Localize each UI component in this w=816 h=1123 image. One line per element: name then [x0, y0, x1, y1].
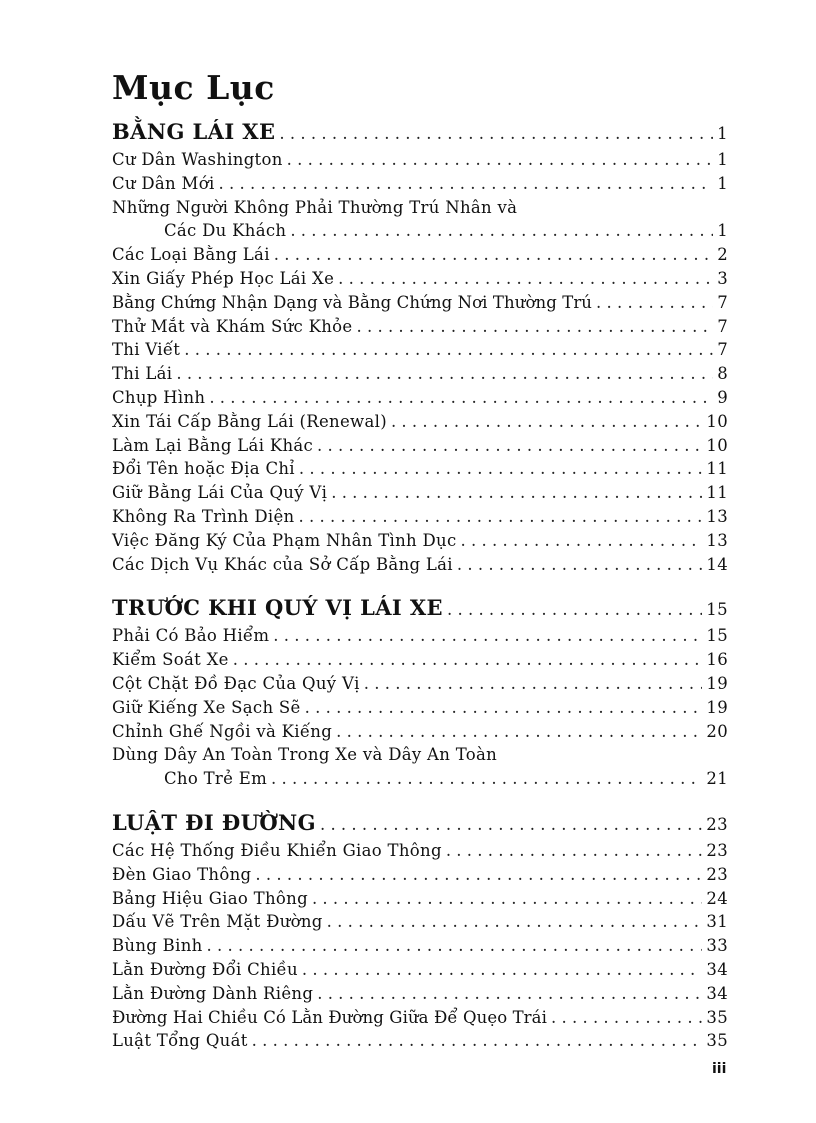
entry-label: Chỉnh Ghế Ngồi và Kiếng	[112, 721, 333, 741]
entry-label: Cư Dân Mới	[112, 173, 215, 193]
page-number: 15	[706, 600, 728, 620]
dot-leader	[317, 982, 702, 1006]
entry-label: Lằn Đường Dành Riêng	[112, 983, 314, 1003]
entry-label: Các Dịch Vụ Khác của Sở Cấp Bằng Lái	[112, 554, 453, 574]
toc-entry[interactable]	[112, 839, 728, 863]
toc-entry[interactable]	[112, 767, 728, 791]
entry-label: Chụp Hình	[112, 387, 206, 407]
page-number: 35	[706, 1007, 728, 1027]
dot-leader	[336, 720, 702, 744]
toc-entry[interactable]	[112, 457, 728, 481]
dot-leader	[302, 958, 702, 982]
section-heading-row[interactable]	[112, 594, 728, 624]
toc-entry[interactable]	[112, 720, 728, 744]
toc-entry[interactable]	[112, 481, 728, 505]
toc-entry[interactable]	[112, 934, 728, 958]
toc-entry[interactable]	[112, 172, 728, 196]
page-number: 1	[717, 124, 728, 143]
page-number: 24	[706, 888, 728, 908]
dot-leader	[327, 910, 703, 934]
page-number: 11	[706, 483, 728, 503]
toc-section	[112, 118, 728, 576]
dot-leader	[312, 887, 702, 911]
entry-label: Đổi Tên hoặc Địa Chỉ	[112, 459, 295, 479]
dot-leader	[317, 434, 702, 458]
page-number: 20	[706, 721, 728, 741]
page-number: 34	[706, 983, 728, 1003]
page-number: 19	[706, 673, 728, 693]
toc-entry[interactable]	[112, 434, 728, 458]
dot-leader	[219, 172, 714, 196]
toc-entry[interactable]	[112, 148, 728, 172]
page-number: 7	[717, 316, 728, 336]
toc-entry[interactable]	[112, 315, 728, 339]
page-number: 1	[717, 221, 728, 241]
section-heading: BẰNG LÁI XE	[112, 119, 276, 144]
page-number: 21	[706, 769, 728, 789]
toc-entry[interactable]	[112, 529, 728, 553]
dot-leader	[209, 386, 713, 410]
dot-leader	[271, 767, 702, 791]
toc-section	[112, 594, 728, 791]
toc-entry[interactable]	[112, 672, 728, 696]
page-number: 23	[706, 814, 728, 834]
dot-leader	[305, 696, 703, 720]
dot-leader	[364, 672, 703, 696]
page-number: 35	[706, 1031, 728, 1051]
toc-entry[interactable]	[112, 410, 728, 434]
entry-label-line1[interactable]: Những Người Không Phải Thường Trú Nhân và	[112, 197, 518, 217]
footer-page-number: iii	[712, 1061, 727, 1077]
toc-entry[interactable]	[112, 338, 728, 362]
entry-label: Các Loại Bằng Lái	[112, 245, 270, 265]
toc-entry[interactable]	[112, 910, 728, 934]
page-number: 13	[706, 506, 728, 526]
dot-leader	[551, 1006, 702, 1030]
entry-label: Kiểm Soát Xe	[112, 650, 229, 670]
dot-leader	[184, 338, 713, 362]
dot-leader	[287, 148, 714, 172]
page-title: Mục Lục	[112, 68, 275, 107]
page-number: 7	[717, 292, 728, 312]
toc-entry[interactable]	[112, 624, 728, 648]
toc-entry[interactable]	[112, 505, 728, 529]
page-number: 23	[706, 864, 728, 884]
entry-label: Bằng Chứng Nhận Dạng và Bằng Chứng Nơi Thường Trú	[112, 292, 593, 312]
dot-leader	[338, 267, 713, 291]
dot-leader	[252, 1029, 703, 1053]
dot-leader	[320, 811, 702, 839]
dot-leader	[447, 596, 702, 624]
entry-label: Thử Mắt và Khám Sức Khỏe	[112, 316, 353, 336]
entry-label: Cho Trẻ Em	[164, 769, 268, 789]
dot-leader	[279, 120, 713, 148]
entry-label: Không Ra Trình Diện	[112, 506, 295, 526]
page-number: 15	[706, 626, 728, 646]
dot-leader	[273, 624, 702, 648]
page-number: 3	[717, 268, 728, 288]
dot-leader	[391, 410, 702, 434]
page-number: 8	[717, 364, 728, 384]
section-heading: TRƯỚC KHI QUÝ VỊ LÁI XE	[112, 595, 443, 621]
toc-entry[interactable]	[112, 267, 728, 291]
entry-label: Đèn Giao Thông	[112, 864, 252, 884]
entry-label: Các Hệ Thống Điều Khiển Giao Thông	[112, 840, 442, 860]
toc-entry[interactable]	[112, 291, 728, 315]
dot-leader	[207, 934, 703, 958]
entry-label: Làm Lại Bằng Lái Khác	[112, 435, 314, 455]
toc-entry[interactable]	[112, 243, 728, 267]
page-number: 23	[706, 840, 728, 860]
entry-label: Cư Dân Washington	[112, 150, 283, 169]
page-number: 1	[717, 150, 728, 169]
entry-label-line1[interactable]: Dùng Dây An Toàn Trong Xe và Dây An Toàn	[112, 745, 498, 765]
page-number: 9	[717, 387, 728, 407]
entry-label: Luật Tổng Quát	[112, 1031, 248, 1051]
page-number: 7	[717, 340, 728, 360]
dot-leader	[290, 219, 713, 243]
dot-leader	[298, 505, 702, 529]
toc-entry[interactable]	[112, 958, 728, 982]
entry-label: Bùng Binh	[112, 936, 203, 956]
toc-page	[112, 68, 728, 1071]
entry-label: Các Du Khách	[164, 221, 287, 241]
toc-entry[interactable]	[112, 863, 728, 887]
dot-leader	[255, 863, 702, 887]
entry-label: Lằn Đường Đổi Chiều	[112, 959, 298, 979]
toc-entry[interactable]	[112, 362, 728, 386]
toc-entry[interactable]	[112, 982, 728, 1006]
dot-leader	[299, 457, 703, 481]
section-heading: LUẬT ĐI ĐƯỜNG	[112, 809, 316, 835]
dot-leader	[331, 481, 702, 505]
page-number: 33	[706, 936, 728, 956]
dot-leader	[457, 553, 703, 577]
toc-entry[interactable]	[112, 696, 728, 720]
page-number: 1	[717, 173, 728, 193]
page-number: 11	[706, 459, 728, 479]
toc-section	[112, 809, 728, 1053]
dot-leader	[446, 839, 703, 863]
page-number: 14	[706, 554, 728, 574]
page-number: 34	[706, 959, 728, 979]
dot-leader	[274, 243, 713, 267]
toc-entry[interactable]	[112, 1006, 728, 1030]
dot-leader	[233, 648, 703, 672]
toc-entry[interactable]	[112, 887, 728, 911]
entry-label: Xin Giấy Phép Học Lái Xe	[112, 268, 335, 288]
entry-label: Dấu Vẽ Trên Mặt Đường	[112, 912, 323, 932]
toc-entry[interactable]	[112, 553, 728, 577]
dot-leader	[176, 362, 713, 386]
section-heading-row[interactable]	[112, 118, 728, 148]
page-number: 10	[706, 435, 728, 455]
entry-label: Thi Viết	[112, 340, 181, 360]
entry-label: Việc Đăng Ký Của Phạm Nhân Tình Dục	[112, 530, 457, 550]
toc-entry[interactable]	[112, 1029, 728, 1053]
page-number: 13	[706, 530, 728, 550]
entry-label: Xin Tái Cấp Bằng Lái (Renewal)	[112, 411, 387, 431]
entry-label: Giữ Kiếng Xe Sạch Sẽ	[112, 697, 301, 717]
dot-leader	[356, 315, 713, 339]
page-number: 10	[706, 411, 728, 431]
toc-entry[interactable]	[112, 219, 728, 243]
dot-leader	[461, 529, 703, 553]
toc-entry[interactable]	[112, 386, 728, 410]
entry-label: Thi Lái	[112, 364, 173, 384]
entry-label: Giữ Bằng Lái Của Quý Vị	[112, 483, 328, 503]
section-heading-row[interactable]	[112, 809, 728, 839]
entry-label: Cột Chặt Đồ Đạc Của Quý Vị	[112, 673, 360, 693]
entry-label: Bảng Hiệu Giao Thông	[112, 888, 308, 908]
toc-entry[interactable]	[112, 648, 728, 672]
page-number: 31	[706, 912, 728, 932]
page-number: 16	[706, 650, 728, 670]
entry-label: Phải Có Bảo Hiểm	[112, 626, 270, 646]
dot-leader	[596, 291, 713, 315]
page-number: 2	[717, 245, 728, 265]
page-number: 19	[706, 697, 728, 717]
entry-label: Đường Hai Chiều Có Lằn Đường Giữa Để Quẹo Trái	[112, 1007, 547, 1027]
